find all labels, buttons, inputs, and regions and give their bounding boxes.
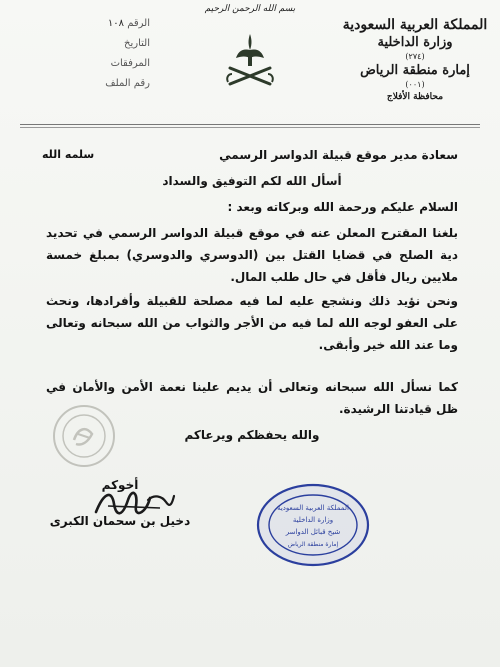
addressee: سعادة مدير موقع قبيلة الدواسر الرسمي bbox=[219, 148, 458, 162]
stamp-line-2: وزارة الداخلية bbox=[292, 516, 334, 524]
greeting: السلام عليكم ورحمة الله وبركاته وبعد : bbox=[227, 200, 458, 214]
bismillah: بسم الله الرحمن الرحيم bbox=[204, 4, 296, 14]
header-divider bbox=[20, 124, 480, 125]
governorate-name: محافظة الأفلاج bbox=[386, 92, 444, 102]
number-field bbox=[30, 14, 150, 34]
paragraph-2: ونحن نؤيد ذلك ونشجع عليه لما فيه مصلحة للقبيلة وأفرادها، ونحث على العفو لوجه الله لما فيه من الأجر والثواب من الله سبحانه وتعالى وما عند الله خير وأبقى. bbox=[46, 294, 458, 352]
faded-round-seal-icon bbox=[52, 404, 116, 468]
paragraph-1: بلغنا المقترح المعلن عنه في موقع قبيلة الدواسر الرسمي في تحديد دية الصلح في قضايا القتل بين (الدوسري والدوسري) بمبلغ خمسة ملايين ريال فأقل في حال طلب المال. bbox=[46, 226, 458, 284]
kingdom-name: المملكة العربية السعودية bbox=[342, 17, 488, 33]
number-value: ١٠٨ bbox=[107, 18, 125, 29]
stamp-line-3: شيخ قبائل الدواسر bbox=[285, 528, 341, 536]
header-divider-secondary bbox=[20, 127, 480, 128]
date-label: التاريخ bbox=[124, 38, 150, 49]
letterhead-fields bbox=[30, 14, 150, 94]
ministry-name: وزارة الداخلية bbox=[377, 35, 453, 50]
ministry-code: (٢٧٤) bbox=[405, 52, 425, 61]
sign-off: أخوكم bbox=[101, 478, 139, 492]
letterhead-right bbox=[340, 16, 490, 104]
attachments-label: المرفقات bbox=[110, 58, 150, 69]
number-label: الرقم bbox=[127, 18, 150, 29]
region-code: (٠٠١) bbox=[405, 80, 425, 89]
region-name: إمارة منطقة الرياض bbox=[360, 63, 470, 78]
official-blue-stamp-icon bbox=[255, 482, 371, 568]
handwritten-signature-icon bbox=[88, 478, 178, 530]
paragraph-3: كما نسأل الله سبحانه وتعالى أن يديم علينا نعمة الأمن والأمان في ظل قيادتنا الرشيدة. bbox=[46, 380, 458, 416]
file-number-label: رقم الملف bbox=[105, 78, 150, 89]
closing-line: والله يحفظكم ويرعاكم bbox=[184, 428, 320, 442]
stamp-line-4: إمارة منطقة الرياض bbox=[287, 541, 339, 548]
saudi-emblem-icon bbox=[218, 30, 282, 94]
stamp-line-1: المملكة العربية السعودية bbox=[277, 504, 349, 512]
salutation-left: سلمه الله bbox=[42, 148, 95, 161]
opening-wish: أسأل الله لكم التوفيق والسداد bbox=[162, 174, 342, 188]
signatory-name: دخيل بن سحمان الكبرى bbox=[49, 514, 191, 528]
